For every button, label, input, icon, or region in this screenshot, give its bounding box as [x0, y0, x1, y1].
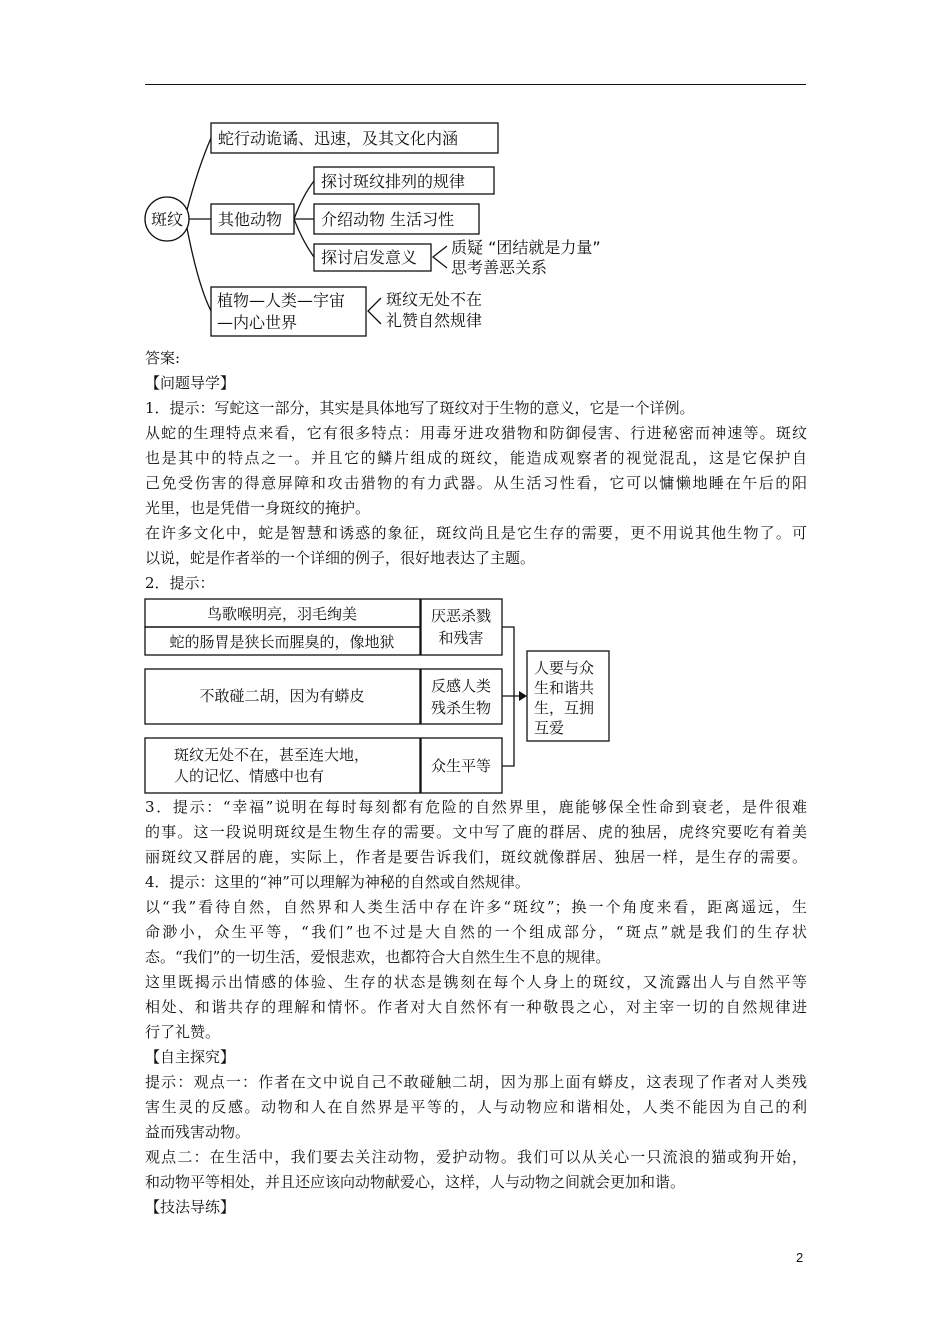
q4-line: 相处、和谐共存的理解和情怀。作者对大自然怀有一种敬畏之心，对主宰一切的自然规律进 — [145, 998, 807, 1016]
result-line3: 生，互拥 — [534, 699, 595, 717]
q3-line: 3．提示：“幸福”说明在每时每刻都有危险的自然界里，鹿能够保全性命到衰老，是件很难 — [145, 798, 807, 816]
sub3-branch-b: 思考善恶关系 — [451, 258, 548, 277]
sub3-label: 探讨启发意义 — [321, 248, 418, 267]
section-title-guide: 【问题导学】 — [145, 374, 236, 392]
q4-line: 4．提示：这里的“神”可以理解为神秘的自然或自然规律。 — [145, 873, 530, 891]
page-number: 2 — [796, 1250, 804, 1265]
sub2-label: 介绍动物 生活习性 — [321, 210, 455, 229]
q4-line: 态。“我们”的一切生活，爱恨悲欢，也都符合大自然生生不息的规律。 — [145, 948, 611, 966]
plant-label-line2: —内心世界 — [217, 313, 298, 332]
explore-line: 害生灵的反感。动物和人在自然界是平等的，人与动物应和谐相处，人类不能因为自己的利 — [145, 1098, 807, 1116]
q1-line: 也是其中的特点之一。并且它的鳞片组成的斑纹，能造成观察者的视觉混乱，这是它保护自 — [145, 449, 807, 467]
q4-line: 这里既揭示出情感的体验、生存的状态是镌刻在每个人身上的斑纹，又流露出人与自然平等 — [145, 973, 807, 991]
result-line4: 互爱 — [534, 719, 565, 737]
root-label: 斑纹 — [150, 210, 184, 229]
q1-line: 己免受伤害的得意屏障和攻击猎物的有力武器。从生活习性看，它可以慵懒地睡在午后的阳 — [145, 474, 807, 492]
row1b-label: 蛇的肠胃是狭长而腥臭的，像地狱 — [169, 633, 395, 651]
q1-line: 从蛇的生理特点来看，它有很多特点：用毒牙进攻猎物和防御侵害、行进秘密而神速等。斑纹 — [145, 424, 807, 442]
q4-line: 命渺小，众生平等，“我们”也不过是大自然的一个组成部分，“斑点”就是我们的生存状 — [145, 923, 807, 941]
cause2-line1: 反感人类 — [430, 677, 492, 695]
answers-section — [145, 346, 807, 596]
explore-line: 提示：观点一：作者在文中说自己不敢碰触二胡，因为那上面有蟒皮，这表现了作者对人类残 — [145, 1073, 807, 1091]
sub1-label: 探讨斑纹排列的规律 — [321, 172, 466, 191]
explore-line: 观点二：在生活中，我们要去关注动物，爱护动物。我们可以从关心一只流浪的猫或狗开始， — [145, 1148, 807, 1166]
q1-line: 在许多文化中，蛇是智慧和诱惑的象征，斑纹尚且是它生存的需要，更不用说其他生物了。可 — [145, 524, 807, 542]
cause2-line2: 残杀生物 — [430, 699, 492, 717]
explore-line: 和动物平等相处，并且还应该向动物献爱心，这样，人与动物之间就会更加和谐。 — [145, 1173, 686, 1191]
q1-line: 1．提示：写蛇这一部分，其实是具体地写了斑纹对于生物的意义，它是一个详例。 — [145, 399, 695, 417]
plant-label-line1: 植物—人类—宇宙 — [217, 291, 346, 310]
others-label: 其他动物 — [218, 210, 283, 229]
result-line1: 人要与众 — [534, 659, 595, 677]
q2-label: 2．提示： — [145, 574, 215, 592]
snake-label: 蛇行动诡谲、迅速，及其文化内涵 — [218, 129, 459, 148]
cause1-line2: 和残害 — [438, 629, 484, 647]
q1-line: 光里，也是凭借一身斑纹的掩护。 — [145, 499, 371, 517]
result-line2: 生和谐共 — [534, 679, 595, 697]
row3-line1: 斑纹无处不在，甚至连大地， — [174, 746, 370, 764]
arrow-head-icon — [519, 691, 527, 701]
row2-label: 不敢碰二胡，因为有蟒皮 — [199, 687, 365, 705]
q3-line: 丽斑纹又群居的鹿，实际上，作者是要告诉我们，斑纹就像群居、独居一样，是生存的需要。 — [145, 848, 807, 866]
answer-label: 答案: — [145, 349, 181, 367]
answers-section-continued — [145, 795, 807, 1220]
plant-branch-a: 斑纹无处不在 — [386, 290, 483, 309]
plant-branch-b: 礼赞自然规律 — [386, 311, 483, 330]
section-title-explore: 【自主探究】 — [145, 1048, 236, 1066]
row1a-label: 鸟歌喉明亮，羽毛绚美 — [206, 605, 358, 623]
q1-line: 以说，蛇是作者举的一个详细的例子，很好地表达了主题。 — [145, 549, 536, 567]
sub3-branch-a: 质疑 “团结就是力量” — [451, 238, 601, 257]
cause1-line1: 厌恶杀戮 — [430, 607, 492, 625]
explore-line: 益而残害动物。 — [145, 1123, 251, 1141]
section-title-technique: 【技法导练】 — [145, 1198, 236, 1216]
cause3-label: 众生平等 — [430, 757, 492, 775]
q4-line: 行了礼赞。 — [145, 1023, 221, 1041]
row3-line2: 人的记忆、情感中也有 — [174, 767, 325, 785]
q3-line: 的事。这一段说明斑纹是生物生存的需要。文中写了鹿的群居、虎的独居，虎终究要吃有着美 — [145, 823, 807, 841]
q4-line: 以“我”看待自然，自然界和人类生活中存在许多“斑纹”；换一个角度来看，距离遥远，生 — [145, 898, 807, 916]
